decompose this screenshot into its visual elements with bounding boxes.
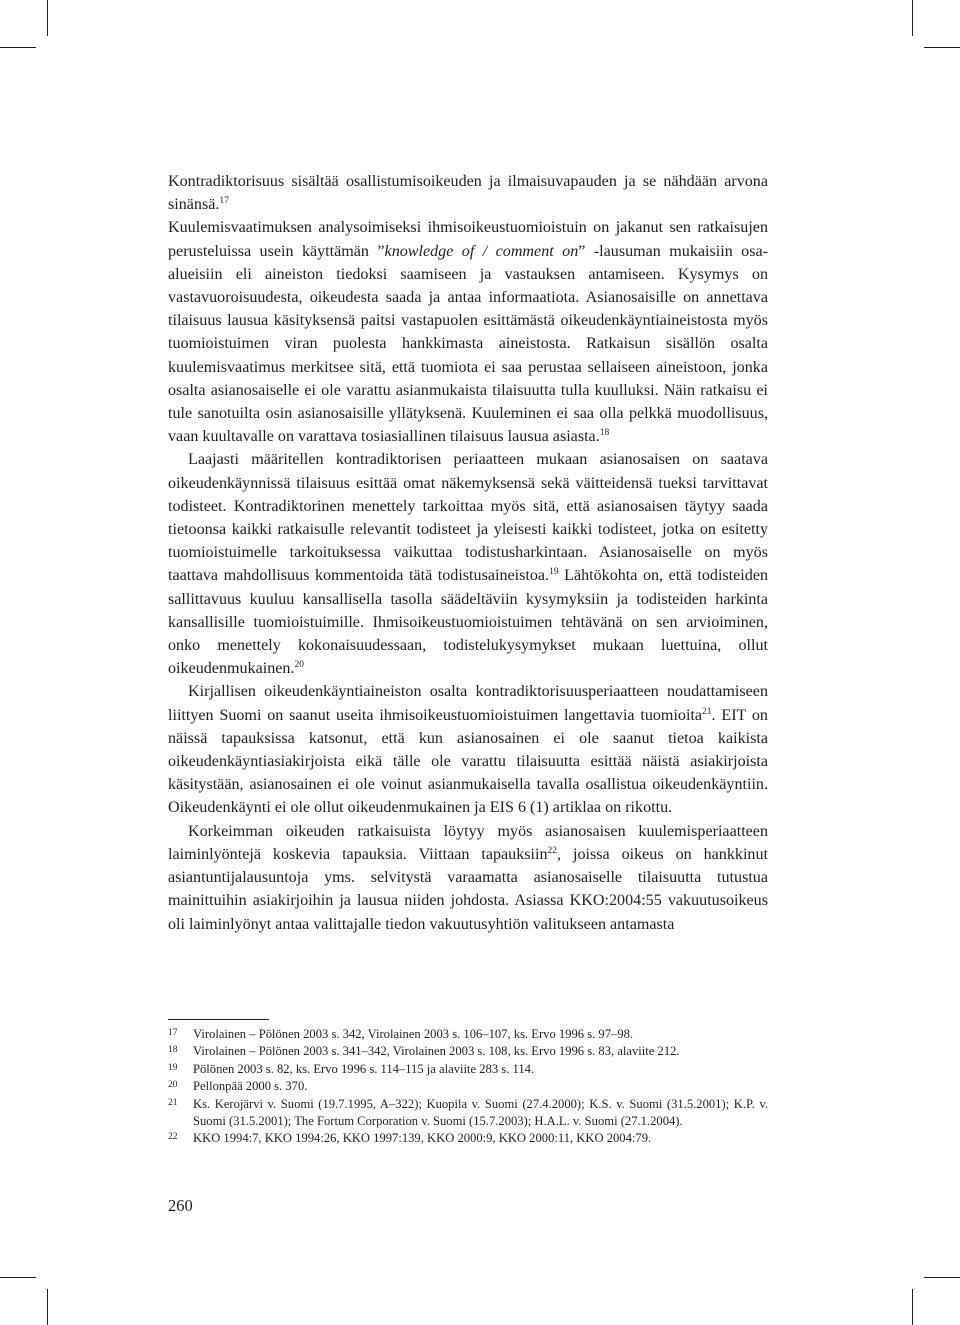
footnote-number: 21 [168,1097,178,1108]
text-run: Kirjallisen oikeudenkäyntiaineiston osalta kontradiktorisuusperiaatteen noudattamiseen liittyen Suomi on saanut useita ihmisoikeustuomioistuimen langettavia tuomioita [168,683,768,724]
crop-mark-top-left-v [47,0,48,36]
footnote-number: 22 [168,1132,178,1143]
paragraph [168,680,768,819]
crop-mark-bottom-left-v [47,1289,48,1325]
text-run: Korkeimman oikeuden ratkaisuista löytyy myös asianosaisen kuulemisperiaatteen laiminlyöntejä koskevia tapauksia. Viittaan tapauksiin [168,822,768,863]
paragraph [168,820,768,936]
paragraph [168,170,768,216]
page-number: 260 [168,1196,193,1215]
text-run: . EIT on näissä tapauksissa katsonut, että kun asianosainen ei ole saanut tietoa kaikista oikeudenkäyntiasiakirjoista eikä tälle ole varattu tilaisuutta esittää näistä asiakirjoista käsitystään, asianosainen ei ole voinut asianmukaisella tavalla osallistua oikeudenkäyntiin. Oikeudenkäynti ei ole ollut oikeudenmukainen ja EIS 6 (1) artiklaa on rikottu. [168,706,768,817]
italic-phrase: knowledge of / comment on [384,242,579,260]
footnote-text: Pellonpää 2000 s. 370. [193,1079,308,1094]
footnote [168,1130,768,1147]
footnote-text: Virolainen – Pölönen 2003 s. 342, Virolainen 2003 s. 106–107, ks. Ervo 1996 s. 97–98. [193,1027,634,1041]
footnote-text: KKO 1994:7, KKO 1994:26, KKO 1997:139, KKO 2000:9, KKO 2000:11, KKO 2004:79. [193,1131,652,1146]
crop-mark-bottom-right-v [912,1289,913,1325]
footnote-ref: 19 [549,567,559,578]
footnote-ref: 18 [599,428,610,439]
crop-mark-top-right-v [912,0,913,36]
text-run: Lähtökohta on, että todisteiden sallittavuus kuuluu kansallisella tasolla säädeltäviin kysymyksiin ja todisteiden harkinta kansallisille tuomioistuimille. Ihmisoikeustuomioistuimen tehtävänä on sen arvioiminen, onko menettely kokonaisuudessaan, todistelukysymykset mukaan luettuina, ollut oikeudenmukainen. [168,567,769,678]
body-text [168,170,768,936]
footnote-number: 20 [168,1080,178,1091]
footnote [168,1026,768,1043]
footnote-ref: 22 [547,845,558,856]
footnote-text: Virolainen – Pölönen 2003 s. 341–342, Virolainen 2003 s. 108, ks. Ervo 1996 s. 83, alaviite 212. [193,1044,680,1059]
paragraph [168,216,768,448]
footnote [168,1096,768,1131]
footnote-ref: 20 [294,660,304,671]
footnote [168,1043,768,1060]
footnote-number: 17 [168,1028,178,1038]
crop-mark-top-right-h [924,47,960,48]
footnote [168,1078,768,1095]
footnote-number: 19 [168,1062,178,1073]
text-run: Kontradiktorisuus sisältää osallistumisoikeuden ja ilmaisuvapauden ja se nähdään arvona sinänsä. [168,173,768,214]
text-run: ” -lausuman mukaisiin osa-alueisiin eli aineiston tiedoksi saamiseen ja vastauksen antamiseen. Kysymys on vastavuoroisuudesta, oikeudesta saada ja antaa informaatiota. Asianosaisille on annettava tilaisuus lausua käsityksensä paitsi vastapuolen esittämästä oikeudenkäyntiaineistosta myös tuomioistuimen viran puolesta hankkimasta aineistosta. Ratkaisun sisällön osalta kuulemisvaatimus merkitsee sitä, että tuomiota ei saa perustaa sellaiseen aineistoon, jonka osalta asianosaiselle ei ole varattu asianmukaista tilaisuutta tulla kuulluksi. Näin ratkaisu ei tule sanotuilta osin asianosaisille yllätyksenä. Kuuleminen ei saa olla pelkkä muodollisuus, vaan kuultavalle on varattava tosiasiallinen tilaisuus lausua asiasta. [168,242,768,446]
crop-mark-top-left-h [0,47,36,48]
crop-mark-bottom-right-h [924,1277,960,1278]
footnote-number: 18 [168,1045,178,1056]
footnote-ref: 17 [219,196,229,207]
footnote-ref: 21 [702,706,712,717]
text-run: Laajasti määritellen kontradiktorisen periaatteen mukaan asianosaisen on saatava oikeudenkäynnissä tilaisuus esittää omat näkemyksensä sekä väitteidensä tueksi tarvittavat todisteet. Kontradiktorinen menettely tarkoittaa myös sitä, että asianosaisen täytyy saada tietoonsa kaikki ratkaisulle relevantit todisteet ja yleisesti kaikki todisteet, jotka on esitetty tuomioistuimelle tarkoituksessa vaikuttaa todistusharkintaan. Asianosaiselle on myös taattava mahdollisuus kommentoida tätä todistusaineistoa. [168,451,768,585]
text-run: Kuulemisvaatimuksen analysoimiseksi ihmisoikeustuomioistuin on jakanut sen ratkaisujen perusteluissa usein käyttämän ” [168,219,768,260]
crop-mark-bottom-left-h [0,1277,36,1278]
footnote-text: Ks. Kerojärvi v. Suomi (19.7.1995, A–322); Kuopila v. Suomi (27.4.2000); K.S. v. Suomi (31.5.2001); K.P. v. Suomi (31.5.2001); The Fortum Corporation v. Suomi (15.7.2003); H.A.L. v. Suomi (27.1.2004). [193,1096,768,1129]
footnotes [168,1026,768,1148]
text-run: , joissa oikeus on hankkinut asiantuntijalausuntoja yms. selvitystä varaamatta asianosaiselle tilaisuutta tutustua mainittuihin asiakirjoihin ja lausua niiden johdosta. Asiassa KKO:2004:55 vakuutusoikeus oli laiminlyönyt antaa valittajalle tiedon vakuutusyhtiön valitukseen antamasta [168,845,768,933]
footnote-text: Pölönen 2003 s. 82, ks. Ervo 1996 s. 114–115 ja alaviite 283 s. 114. [193,1061,535,1076]
paragraph [168,448,768,680]
footnote [168,1061,768,1078]
footnote-separator [168,1019,269,1020]
